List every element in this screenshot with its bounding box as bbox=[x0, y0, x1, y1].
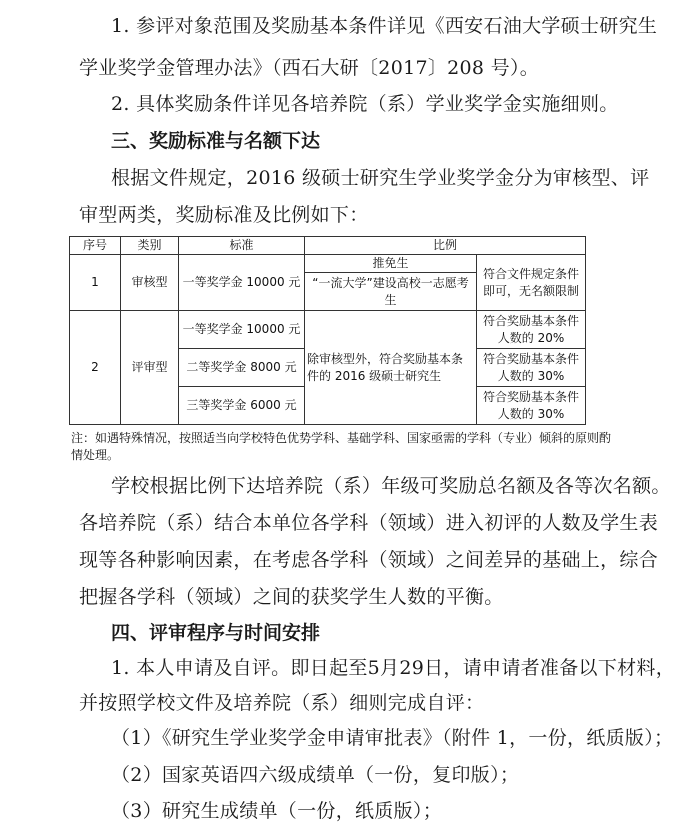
table-cell-standard: 二等奖学金 8000 元 bbox=[179, 349, 305, 387]
table-header-cell: 序号 bbox=[70, 237, 121, 255]
table-cell-ratio: 除审核型外，符合奖励基本条件的 2016 级硕士研究生 bbox=[305, 311, 477, 425]
table-cell-ratio: 符合奖励基本条件人数的 20% bbox=[477, 311, 586, 349]
table-cell-ratio: 推免生 bbox=[305, 255, 477, 273]
table-cell-ratio: “一流大学”建设高校一志愿考生 bbox=[305, 273, 477, 311]
table-cell-no: 2 bbox=[70, 311, 121, 425]
table-cell-no: 1 bbox=[70, 255, 121, 311]
paragraph-1-line-2: 学业奖学金管理办法》（西石大研〔2017〕208 号）。 bbox=[79, 57, 540, 79]
table-header-cell: 类别 bbox=[121, 237, 179, 255]
table-header-cell: 标准 bbox=[179, 237, 305, 255]
table-cell-ratio: 符合文件规定条件即可，无名额限制 bbox=[477, 255, 586, 311]
paragraph-5-line-2: 并按照学校文件及培养院（系）细则完成自评： bbox=[79, 692, 485, 714]
table-row bbox=[70, 311, 586, 349]
paragraph-5-line-1: 1. 本人申请及自评。即日起至5月29日，请申请者准备以下材料， bbox=[111, 657, 676, 679]
paragraph-1-line-1: 1. 参评对象范围及奖励基本条件详见《西安石油大学硕士研究生 bbox=[111, 15, 658, 37]
section-heading-3: 三、奖励标准与名额下达 bbox=[111, 130, 321, 152]
paragraph-4-line-4: 把握各学科（领域）之间的获奖学生人数的平衡。 bbox=[79, 586, 504, 608]
section-heading-4: 四、评审程序与时间安排 bbox=[111, 622, 321, 644]
paragraph-3-line-2: 审型两类，奖励标准及比例如下： bbox=[79, 204, 369, 226]
table-header-row bbox=[70, 237, 586, 255]
table-header-cell: 比例 bbox=[305, 237, 586, 255]
table-cell-type: 审核型 bbox=[121, 255, 179, 311]
paragraph-3-line-1: 根据文件规定，2016 级硕士研究生学业奖学金分为审核型、评 bbox=[111, 167, 650, 189]
paragraph-4-line-2: 各培养院（系）结合本单位各学科（领域）进入初评的人数及学生表 bbox=[79, 512, 659, 534]
table-cell-standard: 一等奖学金 10000 元 bbox=[179, 311, 305, 349]
table-note: 注：如遇特殊情况，按照适当向学校特色优势学科、基础学科、国家亟需的学科（专业）倾斜的原则酌情处理。 bbox=[71, 431, 612, 462]
table-cell-ratio: 符合奖励基本条件人数的 30% bbox=[477, 387, 586, 425]
paragraph-4-line-3: 现等各种影响因素，在考虑各学科（领域）之间差异的基础上，综合 bbox=[79, 549, 659, 571]
table-cell-type: 评审型 bbox=[121, 311, 179, 425]
table-cell-ratio: 符合奖励基本条件人数的 30% bbox=[477, 349, 586, 387]
table-cell-standard: 三等奖学金 6000 元 bbox=[179, 387, 305, 425]
table-row bbox=[70, 255, 586, 273]
award-standards-table bbox=[69, 236, 586, 425]
materials-item-3: （3）研究生成绩单（一份，纸质版）； bbox=[111, 800, 442, 822]
table-cell-standard: 一等奖学金 10000 元 bbox=[179, 255, 305, 311]
paragraph-2: 2. 具体奖励条件详见各培养院（系）学业奖学金实施细则。 bbox=[111, 93, 619, 115]
materials-item-1: （1）《研究生学业奖学金申请审批表》（附件 1，一份，纸质版）； bbox=[111, 727, 674, 749]
materials-item-2: （2）国家英语四六级成绩单（一份，复印版）； bbox=[111, 764, 520, 786]
paragraph-4-line-1: 学校根据比例下达培养院（系）年级可奖励总名额及各等次名额。 bbox=[111, 475, 671, 497]
